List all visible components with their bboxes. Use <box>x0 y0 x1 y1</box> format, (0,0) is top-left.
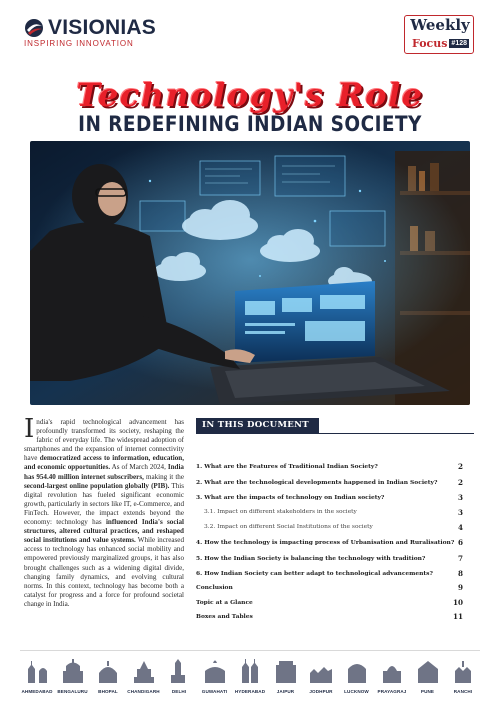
city-ahmedabad <box>20 657 54 703</box>
city-pune <box>411 657 445 703</box>
badge-issue-number: #128 <box>451 40 467 47</box>
monument-icon <box>308 657 334 685</box>
intro-text: This digital revolution has fueled significant economic growth, particularly in sectors like IT, e-Commerce, and FinTech. However, the impact extends beyond the economy: technology has <box>24 481 184 527</box>
intro-emphasis: second-largest online population globally (PIB). <box>24 481 170 490</box>
monument-icon <box>60 657 86 685</box>
page-title: Technology's Role <box>76 76 424 114</box>
intro-emphasis: India has 954.40 million internet subscribers, <box>24 463 184 481</box>
toc-item[interactable] <box>196 524 474 530</box>
city-name: RANCHI <box>453 689 473 694</box>
toc-item[interactable] <box>196 570 474 577</box>
intro-text: While increased access to technology has enhanced social mobility and empowered previously marginalized groups, it has also brought challenges such as a widening digital divide, changing family dynamics, and evolving cultural norms. In this context, technology has become both a catalyst for progress and a force for profound societal change in India. <box>24 536 184 608</box>
city-hyderabad <box>233 657 267 703</box>
visionias-logo <box>24 17 156 38</box>
footer-divider <box>20 650 480 651</box>
intro-text: As of March 2024, <box>110 463 168 472</box>
toc-item-title: 2. What are the technological developments happened in Indian Society? <box>196 479 438 486</box>
toc-item[interactable] <box>196 613 474 620</box>
city-jodhpur <box>304 657 338 703</box>
toc-item[interactable] <box>196 599 474 606</box>
city-ranchi <box>446 657 480 703</box>
monument-icon <box>344 657 370 685</box>
city-prayagraj <box>375 657 409 703</box>
page-header <box>0 0 500 62</box>
city-lucknow <box>340 657 374 703</box>
brand-tagline: INSPIRING INNOVATION <box>24 39 134 48</box>
city-name: LUCKNOW <box>344 689 369 694</box>
toc-item[interactable] <box>196 479 474 486</box>
toc-item[interactable] <box>196 584 474 591</box>
city-bengaluru <box>56 657 90 703</box>
toc-item-title: 6. How Indian Society can better adapt to technological advancements? <box>196 570 433 577</box>
hero-image <box>30 141 470 405</box>
city-name: PUNE <box>420 689 435 694</box>
toc-item-title: 3. What are the impacts of technology on Indian society? <box>196 494 385 501</box>
city-locations-strip <box>20 657 480 703</box>
city-name: PRAYAGRAJ <box>377 689 407 694</box>
monument-icon <box>273 657 299 685</box>
badge-focus-label: Focus <box>412 37 448 50</box>
table-of-contents <box>196 418 474 621</box>
toc-item[interactable] <box>196 463 474 470</box>
toc-item-page: 6 <box>457 538 463 547</box>
page-subtitle: IN REDEFINING INDIAN SOCIETY <box>78 112 422 136</box>
toc-item-page: 2 <box>457 462 463 471</box>
monument-icon <box>237 657 263 685</box>
monument-icon <box>415 657 441 685</box>
weekly-focus-badge <box>404 15 474 54</box>
toc-item[interactable] <box>196 539 474 546</box>
city-name: HYDERABAD <box>234 689 266 694</box>
city-name: AHMEDABAD <box>21 689 53 694</box>
city-name: BENGALURU <box>57 689 88 694</box>
toc-header <box>196 418 474 434</box>
toc-heading: IN THIS DOCUMENT <box>196 418 319 434</box>
drop-cap: I <box>24 414 35 444</box>
monument-icon <box>131 657 157 685</box>
toc-item-page: 3 <box>457 508 463 517</box>
hero-illustration <box>30 141 470 405</box>
intro-text: ndia's rapid technological advancement has profoundly transformed its society, reshaping the fabric of everyday life. The widespread adoption of smartphones and the expansion of internet connectivity have <box>24 418 184 463</box>
intro-text: making it the <box>143 472 184 481</box>
toc-item-title: 5. How the Indian Society is balancing the technology with tradition? <box>196 555 426 562</box>
toc-item-page: 8 <box>457 569 463 578</box>
intro-paragraph <box>24 414 184 609</box>
toc-item-page: 11 <box>452 612 463 621</box>
toc-item-title: 1. What are the Features of Traditional Indian Society? <box>196 463 378 470</box>
toc-item-title: 3.2. Impact on different Social Institutions of the society <box>204 524 373 530</box>
toc-item-page: 4 <box>457 523 463 532</box>
monument-icon <box>202 657 228 685</box>
monument-icon <box>166 657 192 685</box>
toc-item-title: 3.1. Impact on different stakeholders in the society <box>204 509 357 515</box>
monument-icon <box>24 657 50 685</box>
toc-item-page: 9 <box>457 583 463 592</box>
toc-item-title: Topic at a Glance <box>196 599 253 606</box>
city-guwahati <box>198 657 232 703</box>
toc-item-title: 4. How the technology is impacting process of Urbanisation and Ruralisation? <box>196 539 455 546</box>
city-name: CHANDIGARH <box>127 689 160 694</box>
city-name: DELHI <box>171 689 187 694</box>
toc-item-title: Conclusion <box>196 584 233 591</box>
city-jaipur <box>269 657 303 703</box>
toc-item-page: 7 <box>457 554 463 563</box>
toc-item-title: Boxes and Tables <box>196 613 253 620</box>
city-chandigarh <box>127 657 161 703</box>
city-name: BHOPAL <box>98 689 118 694</box>
toc-item[interactable] <box>196 555 474 562</box>
intro-emphasis: influenced India's social structures, altered cultural practices, and reshaped social institutions and value systems. <box>24 518 184 545</box>
city-delhi <box>162 657 196 703</box>
toc-item-page: 2 <box>457 478 463 487</box>
city-name: JODHPUR <box>309 689 333 694</box>
city-bhopal <box>91 657 125 703</box>
city-name: GUWAHATI <box>201 689 228 694</box>
toc-item-page: 10 <box>452 598 463 607</box>
toc-item-page: 3 <box>457 493 463 502</box>
monument-icon <box>450 657 476 685</box>
toc-item[interactable] <box>196 509 474 515</box>
toc-item[interactable] <box>196 494 474 501</box>
logo-swoosh-icon <box>24 18 44 38</box>
city-name: JAIPUR <box>276 689 295 694</box>
monument-icon <box>379 657 405 685</box>
intro-emphasis: democratized access to information, education, and economic opportunities. <box>24 454 184 472</box>
monument-icon <box>95 657 121 685</box>
brand-name: VISIONIAS <box>48 16 156 39</box>
badge-weekly-label: Weekly <box>410 16 470 34</box>
